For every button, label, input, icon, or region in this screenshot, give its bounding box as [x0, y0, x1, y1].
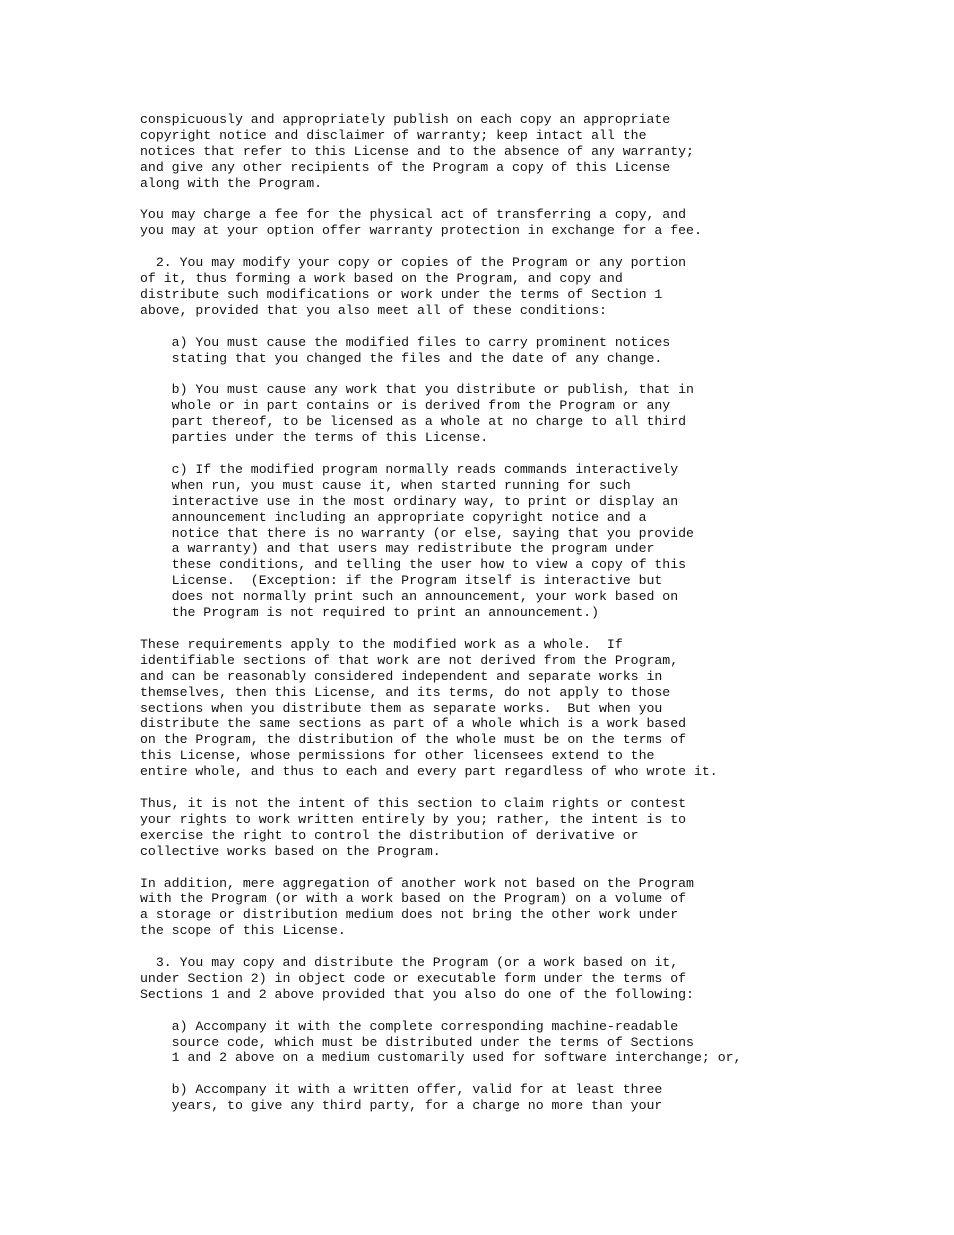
- text-line: notice that there is no warranty (or else, saying that you provide: [140, 525, 694, 541]
- text-line: [140, 780, 741, 796]
- license-text-body: [140, 112, 741, 1114]
- text-line: stating that you changed the files and the date of any change.: [140, 350, 663, 366]
- text-line: themselves, then this License, and its terms, do not apply to those: [140, 684, 671, 700]
- text-line: notices that refer to this License and to the absence of any warranty;: [140, 143, 694, 159]
- text-line: collective works based on the Program.: [140, 843, 441, 859]
- text-line: [140, 1003, 741, 1019]
- text-line: does not normally print such an announcement, your work based on: [140, 589, 679, 605]
- text-line: a) You must cause the modified files to carry prominent notices: [140, 334, 671, 350]
- text-line: License. (Exception: if the Program itself is interactive but: [140, 573, 663, 589]
- text-line: with the Program (or with a work based on the Program) on a volume of: [140, 891, 687, 907]
- text-line: on the Program, the distribution of the whole must be on the terms of: [140, 732, 687, 748]
- text-line: b) Accompany it with a written offer, valid for at least three: [140, 1082, 663, 1098]
- text-line: [140, 939, 741, 955]
- text-line: under Section 2) in object code or executable form under the terms of: [140, 970, 687, 986]
- text-line: sections when you distribute them as separate works. But when you: [140, 700, 663, 716]
- text-line: These requirements apply to the modified work as a whole. If: [140, 636, 623, 652]
- text-line: copyright notice and disclaimer of warranty; keep intact all the: [140, 127, 647, 143]
- text-line: a warranty) and that users may redistribute the program under: [140, 541, 655, 557]
- text-line: whole or in part contains or is derived from the Program or any: [140, 398, 671, 414]
- text-line: Thus, it is not the intent of this section to claim rights or contest: [140, 795, 687, 811]
- text-line: 2. You may modify your copy or copies of the Program or any portion: [140, 255, 687, 271]
- text-line: and can be reasonably considered independent and separate works in: [140, 668, 663, 684]
- text-line: a storage or distribution medium does not bring the other work under: [140, 907, 679, 923]
- text-line: [140, 621, 741, 637]
- text-line: a) Accompany it with the complete corresponding machine-readable: [140, 1018, 679, 1034]
- text-line: [140, 446, 741, 462]
- text-line: your rights to work written entirely by you; rather, the intent is to: [140, 811, 687, 827]
- text-line: these conditions, and telling the user how to view a copy of this: [140, 557, 687, 573]
- text-line: identifiable sections of that work are not derived from the Program,: [140, 652, 679, 668]
- text-line: you may at your option offer warranty protection in exchange for a fee.: [140, 223, 702, 239]
- text-line: source code, which must be distributed under the terms of Sections: [140, 1034, 694, 1050]
- text-line: [140, 1066, 741, 1082]
- text-line: 1 and 2 above on a medium customarily used for software interchange; or,: [140, 1050, 742, 1066]
- text-line: interactive use in the most ordinary way, to print or display an: [140, 493, 679, 509]
- text-line: 3. You may copy and distribute the Program (or a work based on it,: [140, 955, 679, 971]
- text-line: [140, 367, 741, 383]
- text-line: [140, 239, 741, 255]
- text-line: exercise the right to control the distribution of derivative or: [140, 827, 639, 843]
- text-line: the scope of this License.: [140, 923, 346, 939]
- text-line: b) You must cause any work that you distribute or publish, that in: [140, 382, 694, 398]
- text-line: years, to give any third party, for a charge no more than your: [140, 1098, 663, 1114]
- text-line: announcement including an appropriate copyright notice and a: [140, 509, 647, 525]
- text-line: conspicuously and appropriately publish on each copy an appropriate: [140, 112, 671, 127]
- text-line: parties under the terms of this License.: [140, 430, 489, 446]
- text-line: In addition, mere aggregation of another work not based on the Program: [140, 875, 694, 891]
- text-line: distribute the same sections as part of a whole which is a work based: [140, 716, 687, 732]
- text-line: c) If the modified program normally reads commands interactively: [140, 461, 679, 477]
- text-line: the Program is not required to print an announcement.): [140, 605, 599, 621]
- text-line: part thereof, to be licensed as a whole at no charge to all third: [140, 414, 687, 430]
- text-line: [140, 319, 741, 335]
- text-line: Sections 1 and 2 above provided that you also do one of the following:: [140, 986, 694, 1002]
- text-line: above, provided that you also meet all of these conditions:: [140, 302, 607, 318]
- text-line: distribute such modifications or work under the terms of Section 1: [140, 286, 663, 302]
- text-line: along with the Program.: [140, 175, 323, 191]
- text-line: [140, 192, 741, 208]
- text-line: You may charge a fee for the physical act of transferring a copy, and: [140, 207, 687, 223]
- text-line: of it, thus forming a work based on the Program, and copy and: [140, 271, 623, 287]
- text-line: entire whole, and thus to each and every part regardless of who wrote it.: [140, 764, 718, 780]
- text-line: [140, 860, 741, 876]
- text-line: and give any other recipients of the Program a copy of this License: [140, 159, 671, 175]
- text-line: when run, you must cause it, when started running for such: [140, 477, 631, 493]
- text-line: this License, whose permissions for other licensees extend to the: [140, 748, 655, 764]
